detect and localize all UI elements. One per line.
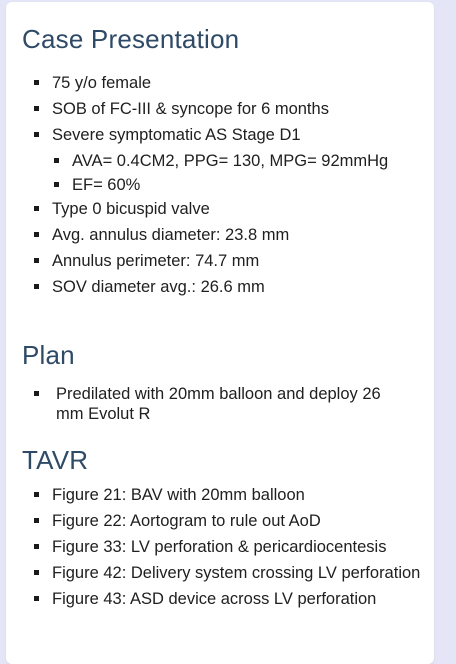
section-title-plan: Plan [22,340,75,370]
list-item: Figure 21: BAV with 20mm balloon [32,485,432,505]
list-item: Figure 22: Aortogram to rule out AoD [32,511,432,531]
tavr-list [32,485,432,615]
list-item: Figure 43: ASD device across LV perforation [32,589,432,609]
list-item: SOB of FC-III & syncope for 6 months [32,99,422,119]
list-item: Annulus perimeter: 74.7 mm [32,251,422,271]
plan-list [32,384,402,430]
section-title-tavr: TAVR [22,445,89,475]
sub-list-item: AVA= 0.4CM2, PPG= 130, MPG= 92mmHg [52,151,422,171]
list-item: Predilated with 20mm balloon and deploy 26 mm Evolut R [32,384,402,424]
case-presentation-list [32,73,422,303]
slide-card [6,2,434,664]
list-item: Avg. annulus diameter: 23.8 mm [32,225,422,245]
section-title-case-presentation: Case Presentation [22,24,240,54]
list-item: 75 y/o female [32,73,422,93]
list-item: Severe symptomatic AS Stage D1 [32,125,422,145]
sub-list-item: EF= 60% [52,175,422,195]
list-item: Type 0 bicuspid valve [32,199,422,219]
list-item: Figure 42: Delivery system crossing LV perforation [32,563,432,583]
list-item: Figure 33: LV perforation & pericardiocentesis [32,537,432,557]
list-item: SOV diameter avg.: 26.6 mm [32,277,422,297]
